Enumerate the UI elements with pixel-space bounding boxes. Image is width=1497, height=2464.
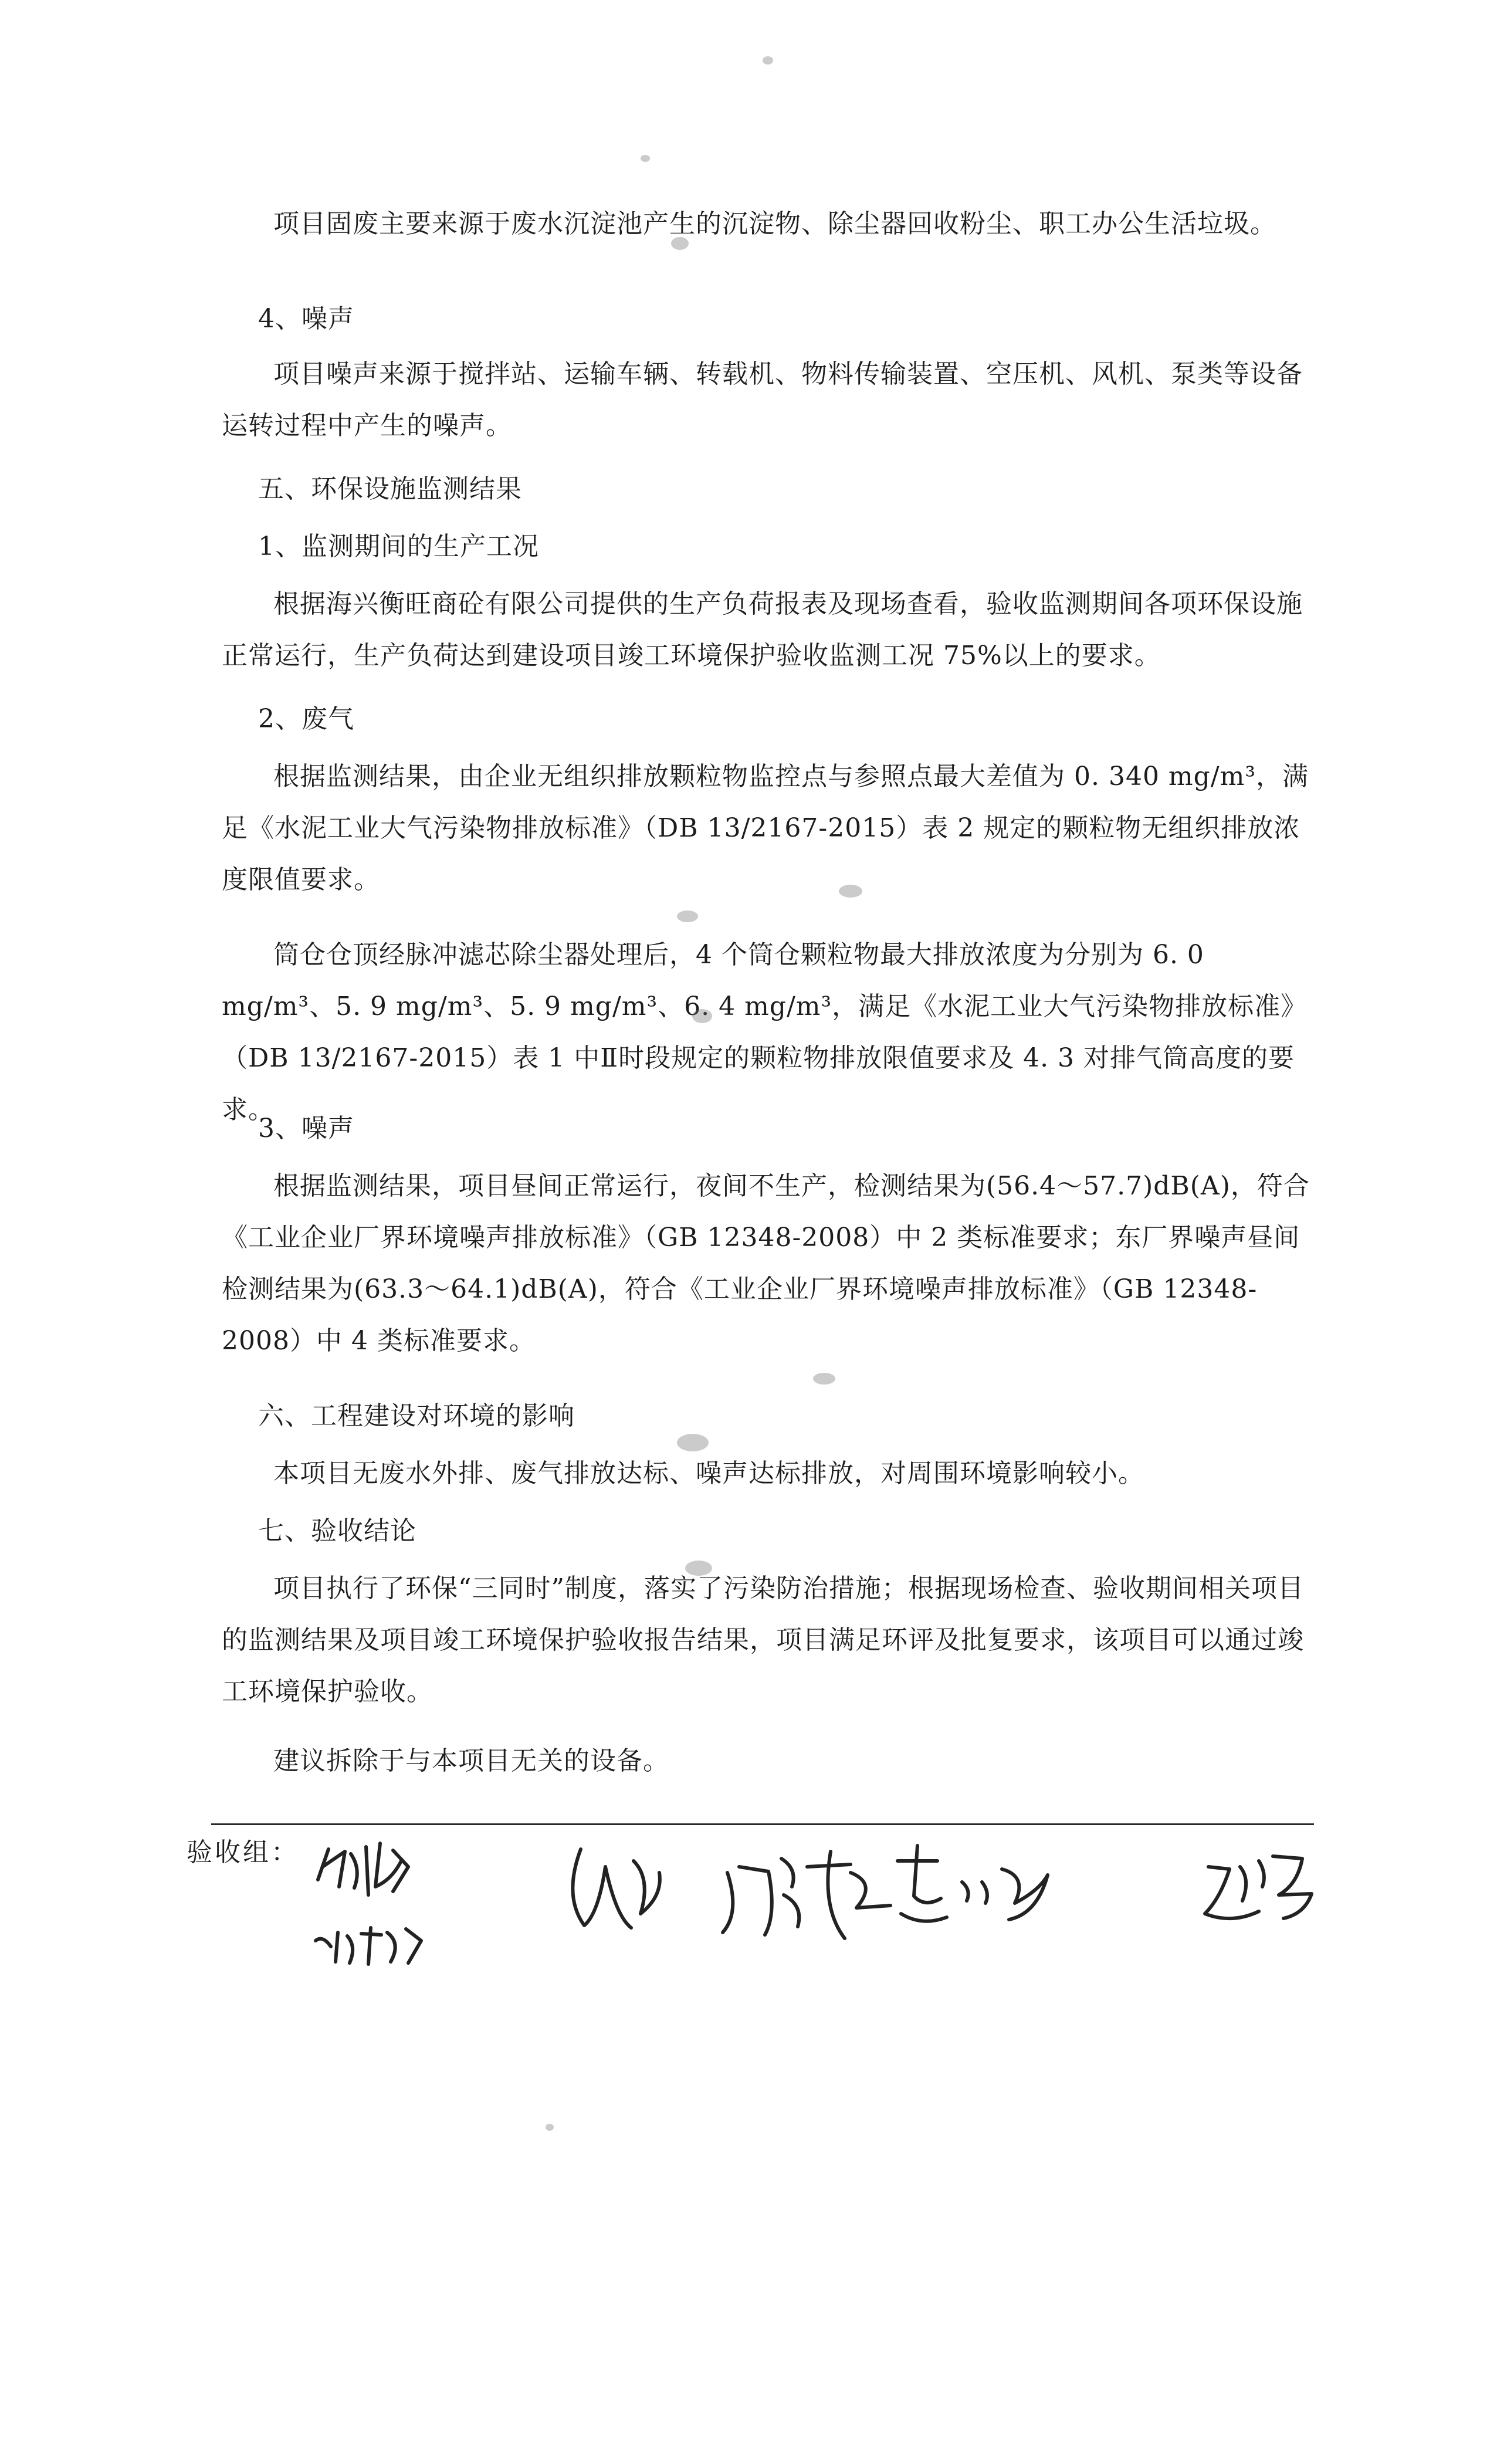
- paragraph-environmental-impact: 本项目无废水外排、废气排放达标、噪声达标排放，对周围环境影响较小。: [273, 1458, 1144, 1488]
- paragraph-recommendation: 建议拆除于与本项目无关的设备。: [273, 1746, 669, 1776]
- heading-acceptance-conclusion: 七、验收结论: [258, 1516, 416, 1546]
- paragraph-noise-source: 项目噪声来源于搅拌站、运输车辆、转载机、物料传输装置、空压机、风机、泵类等设备运转过程中产生的噪声。: [222, 359, 1303, 441]
- paragraph-silo-emissions: 筒仓仓顶经脉冲滤芯除尘器处理后，4 个筒仓颗粒物最大排放浓度为分别为 6. 0 mg/m³、5. 9 mg/m³、5. 9 mg/m³、6. 4 mg/m³，满足《水泥工业大气污染物排放标准》（DB 13/2167-2015）表 1 中Ⅱ时段规定的颗粒物排放限值要求及 4. 3 对排气筒高度的要求。: [222, 940, 1308, 1125]
- heading-production-conditions: 1、监测期间的生产工况: [258, 532, 539, 561]
- paragraph-production-conditions: 根据海兴衡旺商砼有限公司提供的生产负荷报表及现场查看，验收监测期间各项环保设施正常运行，生产负荷达到建设项目竣工环境保护验收监测工况 75%以上的要求。: [222, 589, 1303, 671]
- scan-speck: [677, 911, 698, 922]
- paragraph-noise-results: 根据监测结果，项目昼间正常运行，夜间不生产，检测结果为(56.4～57.7)dB(A)，符合《工业企业厂界环境噪声排放标准》（GB 12348-2008）中 2 类标准要求；东厂界噪声昼间检测结果为(63.3～64.1)dB(A)，符合《工业企业厂界环境噪声排放标准》（GB 12348-2008）中 4 类标准要求。: [222, 1171, 1310, 1356]
- paragraph-solid-waste: 项目固废主要来源于废水沉淀池产生的沉淀物、除尘器回收粉尘、职工办公生活垃圾。: [273, 209, 1276, 239]
- heading-noise-source: 4、噪声: [258, 304, 354, 334]
- heading-noise-results: 3、噪声: [258, 1113, 354, 1143]
- scan-speck: [763, 56, 773, 65]
- signature-divider: [211, 1823, 1314, 1825]
- scan-speck: [813, 1373, 835, 1385]
- signature-label: 验收组：: [187, 1837, 299, 1867]
- heading-exhaust-gas: 2、废气: [258, 704, 354, 734]
- scan-speck: [677, 1434, 709, 1451]
- handwritten-signatures: [305, 1826, 1373, 1967]
- scan-speck: [641, 155, 650, 162]
- scan-speck: [685, 1561, 712, 1576]
- scan-speck: [671, 237, 689, 250]
- scan-speck: [546, 2124, 554, 2131]
- paragraph-acceptance-conclusion: 项目执行了环保“三同时”制度，落实了污染防治措施；根据现场检查、验收期间相关项目的监测结果及项目竣工环境保护验收报告结果，项目满足环评及批复要求，该项目可以通过竣工环境保护验收。: [222, 1573, 1304, 1707]
- heading-environmental-impact: 六、工程建设对环境的影响: [258, 1401, 575, 1431]
- scan-speck: [839, 885, 862, 898]
- paragraph-fugitive-particulates: 根据监测结果，由企业无组织排放颗粒物监控点与参照点最大差值为 0. 340 mg/m³，满足《水泥工业大气污染物排放标准》（DB 13/2167-2015）表 2 规定的颗粒物无组织排放浓度限值要求。: [222, 761, 1309, 895]
- heading-monitoring-results: 五、环保设施监测结果: [258, 474, 522, 504]
- scan-speck: [692, 1009, 712, 1023]
